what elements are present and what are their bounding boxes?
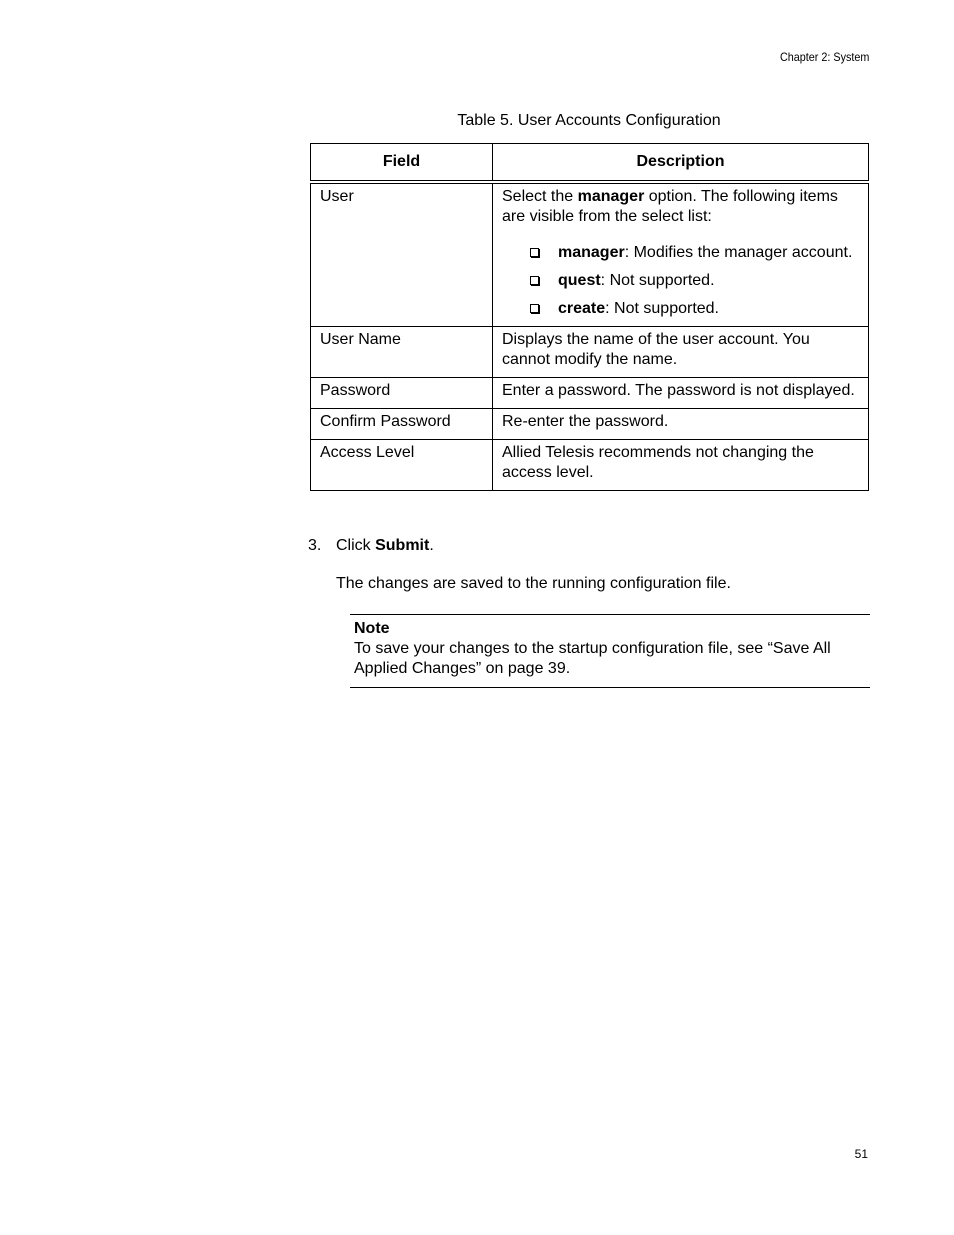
option-text <box>558 272 715 289</box>
column-header-description: Description <box>493 144 869 183</box>
option-desc: : Not supported. <box>600 272 715 289</box>
table-row-user <box>311 182 869 327</box>
checkbox-bullet-icon <box>530 276 539 285</box>
description-cell: Allied Telesis recommends not changing the access level. <box>493 440 869 491</box>
description-cell <box>493 182 869 327</box>
option-list <box>502 243 859 319</box>
checkbox-bullet-icon <box>530 304 539 313</box>
option-desc: : Not supported. <box>605 300 719 317</box>
option-name: create <box>558 300 606 317</box>
table-caption: Table 5. User Accounts Configuration <box>457 112 721 129</box>
list-item <box>530 243 859 271</box>
step-suffix: . <box>429 537 434 554</box>
checkbox-bullet-icon <box>530 248 539 257</box>
table-row <box>311 409 869 440</box>
note-text: To save your changes to the startup configuration file, see “Save All Applied Changes” on page 39. <box>354 640 831 677</box>
note-title: Note <box>354 620 390 637</box>
list-item <box>530 271 859 299</box>
field-cell: User <box>311 182 493 327</box>
description-cell: Displays the name of the user account. You cannot modify the name. <box>493 327 869 378</box>
description-cell: Enter a password. The password is not displayed. <box>493 378 869 409</box>
note-box <box>350 614 870 688</box>
page-number: 51 <box>854 1147 868 1161</box>
procedure-step <box>308 536 434 556</box>
table-row <box>311 378 869 409</box>
table-header-row <box>311 144 869 183</box>
option-name: manager <box>558 244 625 261</box>
option-text <box>558 244 852 261</box>
table-row <box>311 327 869 378</box>
desc-prefix: Select the <box>502 188 578 205</box>
option-text <box>558 300 719 317</box>
table-row <box>311 440 869 491</box>
step-prefix: Click <box>336 537 376 554</box>
desc-suffix: option. The following items are visible from the select list: <box>502 188 838 225</box>
column-header-field: Field <box>311 144 493 183</box>
step-number: 3. <box>308 537 322 554</box>
description-cell: Re-enter the password. <box>493 409 869 440</box>
user-accounts-table <box>310 143 869 491</box>
running-header: Chapter 2: System <box>779 50 869 64</box>
step-bold-term: Submit <box>375 537 430 554</box>
result-paragraph: The changes are saved to the running configuration file. <box>336 575 731 592</box>
option-desc: : Modifies the manager account. <box>624 244 853 261</box>
field-cell: User Name <box>311 327 493 378</box>
field-cell: Confirm Password <box>311 409 493 440</box>
list-item <box>530 299 859 319</box>
user-description <box>502 187 859 227</box>
field-cell: Access Level <box>311 440 493 491</box>
desc-bold-term: manager <box>577 188 645 205</box>
option-name: quest <box>558 272 601 289</box>
field-cell: Password <box>311 378 493 409</box>
